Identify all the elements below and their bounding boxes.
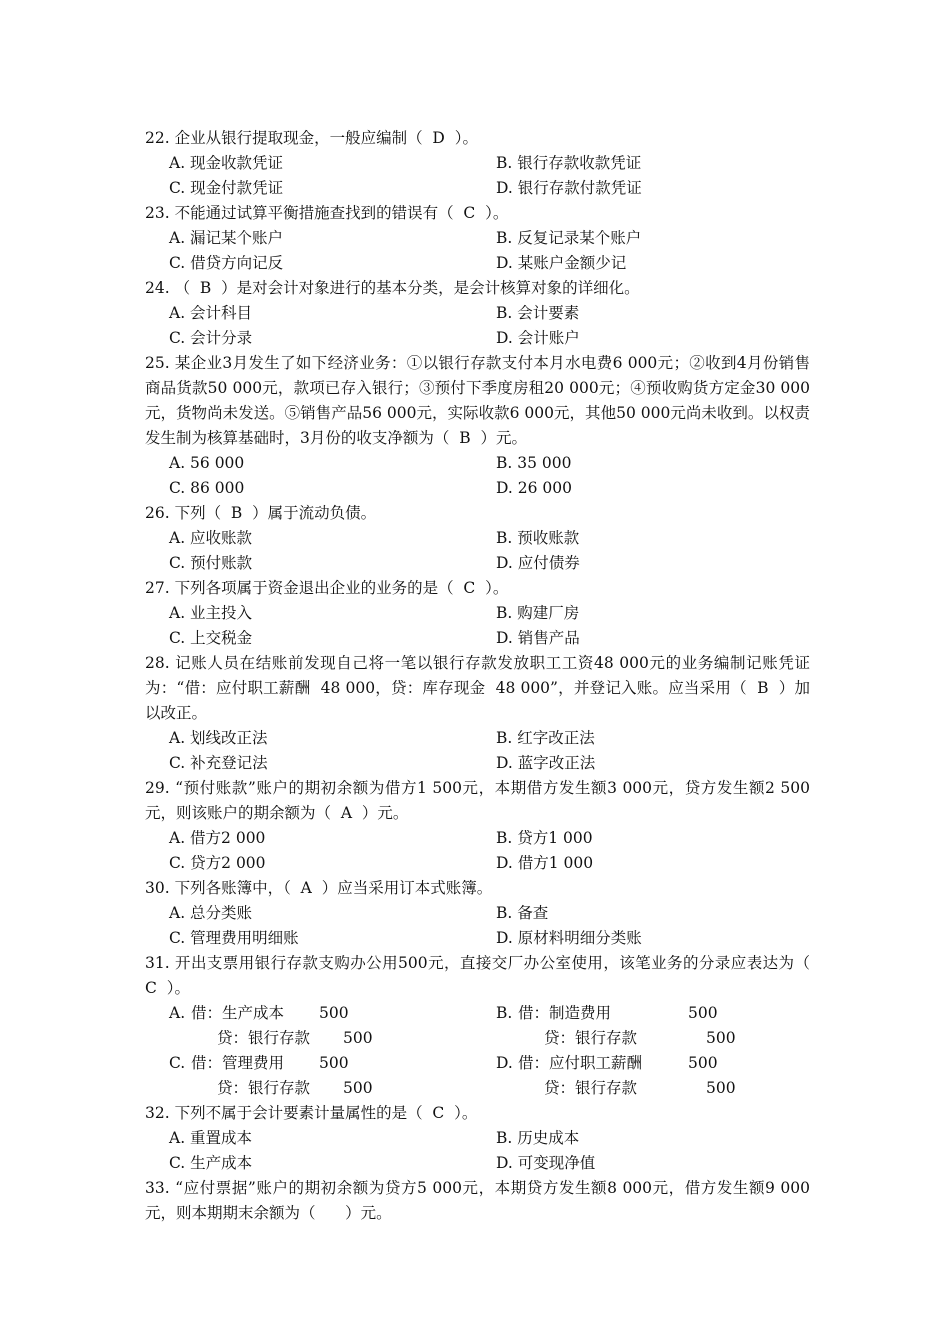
debit-account: 借：生产成本 — [191, 1004, 285, 1022]
option-c: C. 管理费用明细账 — [169, 929, 299, 947]
option-c: C. 贷方2 000 — [169, 854, 266, 872]
option-c: C. 借贷方向记反 — [169, 254, 284, 272]
question-30: 30. 下列各账簿中，（ A ）应当采用订本式账簿。 — [145, 879, 493, 897]
debit-account: 借：制造费用 — [518, 1004, 612, 1022]
question-26: 26. 下列（ B ）属于流动负债。 — [145, 504, 377, 522]
question-22: 22. 企业从银行提取现金，一般应编制（ D ）。 — [145, 129, 478, 147]
question-25: 25. 某企业3月发生了如下经济业务：①以银行存款支付本月水电费6 000元；②收到4月份销售商品货款50 000元，款项已存入银行；③预付下季度房租20 000元；④预收购货方定金30 000元，货物尚未发送。⑤销售产品56 000元，实际收款6 000元，其他50 000元尚未收到。以权责发生制为核算基础时，3月份的收支净额为（ B ）元。 — [145, 354, 810, 447]
question-31: 31. 开出支票用银行存款支购办公用500元，直接交厂办公室使用，该笔业务的分录应表达为（ C ）。 — [145, 954, 820, 997]
option-c: C. 上交税金 — [169, 629, 253, 647]
option-label: A. — [169, 1004, 186, 1022]
credit-account: 贷：银行存款 — [544, 1029, 638, 1047]
credit-amount: 500 — [706, 1079, 736, 1097]
option-d: D. 借方1 000 — [496, 854, 594, 872]
option-b: B. 35 000 — [496, 454, 572, 472]
option-label: D. — [496, 1054, 513, 1072]
option-a — [145, 1001, 472, 1051]
question-32: 32. 下列不属于会计要素计量属性的是（ C ）。 — [145, 1104, 478, 1122]
option-c: C. 预付账款 — [169, 554, 253, 572]
option-b: B. 红字改正法 — [496, 729, 595, 747]
question-33: 33. “应付票据”账户的期初余额为贷方5 000元，本期贷方发生额8 000元，借方发生额9 000元，则本期期末余额为（ ）元。 — [145, 1179, 810, 1222]
option-b: B. 备查 — [496, 904, 549, 922]
credit-amount: 500 — [343, 1079, 373, 1097]
options-30 — [145, 901, 810, 951]
option-c — [145, 1051, 472, 1101]
debit-account: 借：管理费用 — [191, 1054, 285, 1072]
option-d — [472, 1051, 810, 1101]
option-d: D. 销售产品 — [496, 629, 580, 647]
options-22 — [145, 151, 810, 201]
option-d: D. 可变现净值 — [496, 1154, 596, 1172]
option-b — [472, 1001, 810, 1051]
option-b: B. 会计要素 — [496, 304, 580, 322]
option-c: C. 86 000 — [169, 479, 245, 497]
option-c: C. 会计分录 — [169, 329, 253, 347]
exam-page — [145, 126, 820, 1226]
question-24: 24. （ B ）是对会计对象进行的基本分类，是会计核算对象的详细化。 — [145, 279, 640, 297]
option-a: A. 应收账款 — [169, 529, 253, 547]
debit-account: 借：应付职工薪酬 — [518, 1054, 643, 1072]
options-29 — [145, 826, 810, 876]
option-c: C. 生产成本 — [169, 1154, 253, 1172]
option-d: D. 蓝字改正法 — [496, 754, 596, 772]
debit-amount: 500 — [688, 1054, 718, 1072]
debit-amount: 500 — [319, 1004, 349, 1022]
option-b: B. 历史成本 — [496, 1129, 580, 1147]
option-d: D. 26 000 — [496, 479, 572, 497]
options-28 — [145, 726, 810, 776]
debit-amount: 500 — [319, 1054, 349, 1072]
option-a: A. 现金收款凭证 — [169, 154, 284, 172]
option-d: D. 某账户金额少记 — [496, 254, 627, 272]
option-b: B. 预收账款 — [496, 529, 580, 547]
credit-account: 贷：银行存款 — [217, 1079, 311, 1097]
option-label: B. — [496, 1004, 513, 1022]
option-b: B. 购建厂房 — [496, 604, 580, 622]
option-b: B. 银行存款收款凭证 — [496, 154, 642, 172]
option-d: D. 原材料明细分类账 — [496, 929, 642, 947]
question-29: 29. “预付账款”账户的期初余额为借方1 500元，本期借方发生额3 000元，贷方发生额2 500元，则该账户的期余额为（ A ）元。 — [145, 779, 810, 822]
option-label: C. — [169, 1054, 186, 1072]
options-32 — [145, 1126, 810, 1176]
credit-account: 贷：银行存款 — [544, 1079, 638, 1097]
credit-amount: 500 — [343, 1029, 373, 1047]
credit-amount: 500 — [706, 1029, 736, 1047]
options-24 — [145, 301, 810, 351]
credit-account: 贷：银行存款 — [217, 1029, 311, 1047]
option-a: A. 会计科目 — [169, 304, 253, 322]
question-23: 23. 不能通过试算平衡措施查找到的错误有（ C ）。 — [145, 204, 509, 222]
option-d: D. 应付债券 — [496, 554, 580, 572]
option-a: A. 借方2 000 — [169, 829, 266, 847]
options-31 — [145, 1001, 810, 1101]
options-26 — [145, 526, 810, 576]
option-d: D. 银行存款付款凭证 — [496, 179, 642, 197]
option-d: D. 会计账户 — [496, 329, 580, 347]
option-a: A. 漏记某个账户 — [169, 229, 284, 247]
option-c: C. 现金付款凭证 — [169, 179, 284, 197]
option-a: A. 总分类账 — [169, 904, 253, 922]
option-c: C. 补充登记法 — [169, 754, 268, 772]
question-27: 27. 下列各项属于资金退出企业的业务的是（ C ）。 — [145, 579, 509, 597]
options-25 — [145, 451, 810, 501]
options-27 — [145, 601, 810, 651]
option-b: B. 贷方1 000 — [496, 829, 593, 847]
option-a: A. 划线改正法 — [169, 729, 268, 747]
options-23 — [145, 226, 810, 276]
option-a: A. 重置成本 — [169, 1129, 253, 1147]
option-b: B. 反复记录某个账户 — [496, 229, 642, 247]
question-28: 28. 记账人员在结账前发现自己将一笔以银行存款发放职工工资48 000元的业务编制记账凭证为：“借：应付职工薪酬 48 000，贷：库存现金 48 000”，并登记入账。应当采用（ B ）加以改正。 — [145, 654, 810, 722]
debit-amount: 500 — [688, 1004, 718, 1022]
option-a: A. 业主投入 — [169, 604, 253, 622]
option-a: A. 56 000 — [169, 454, 245, 472]
